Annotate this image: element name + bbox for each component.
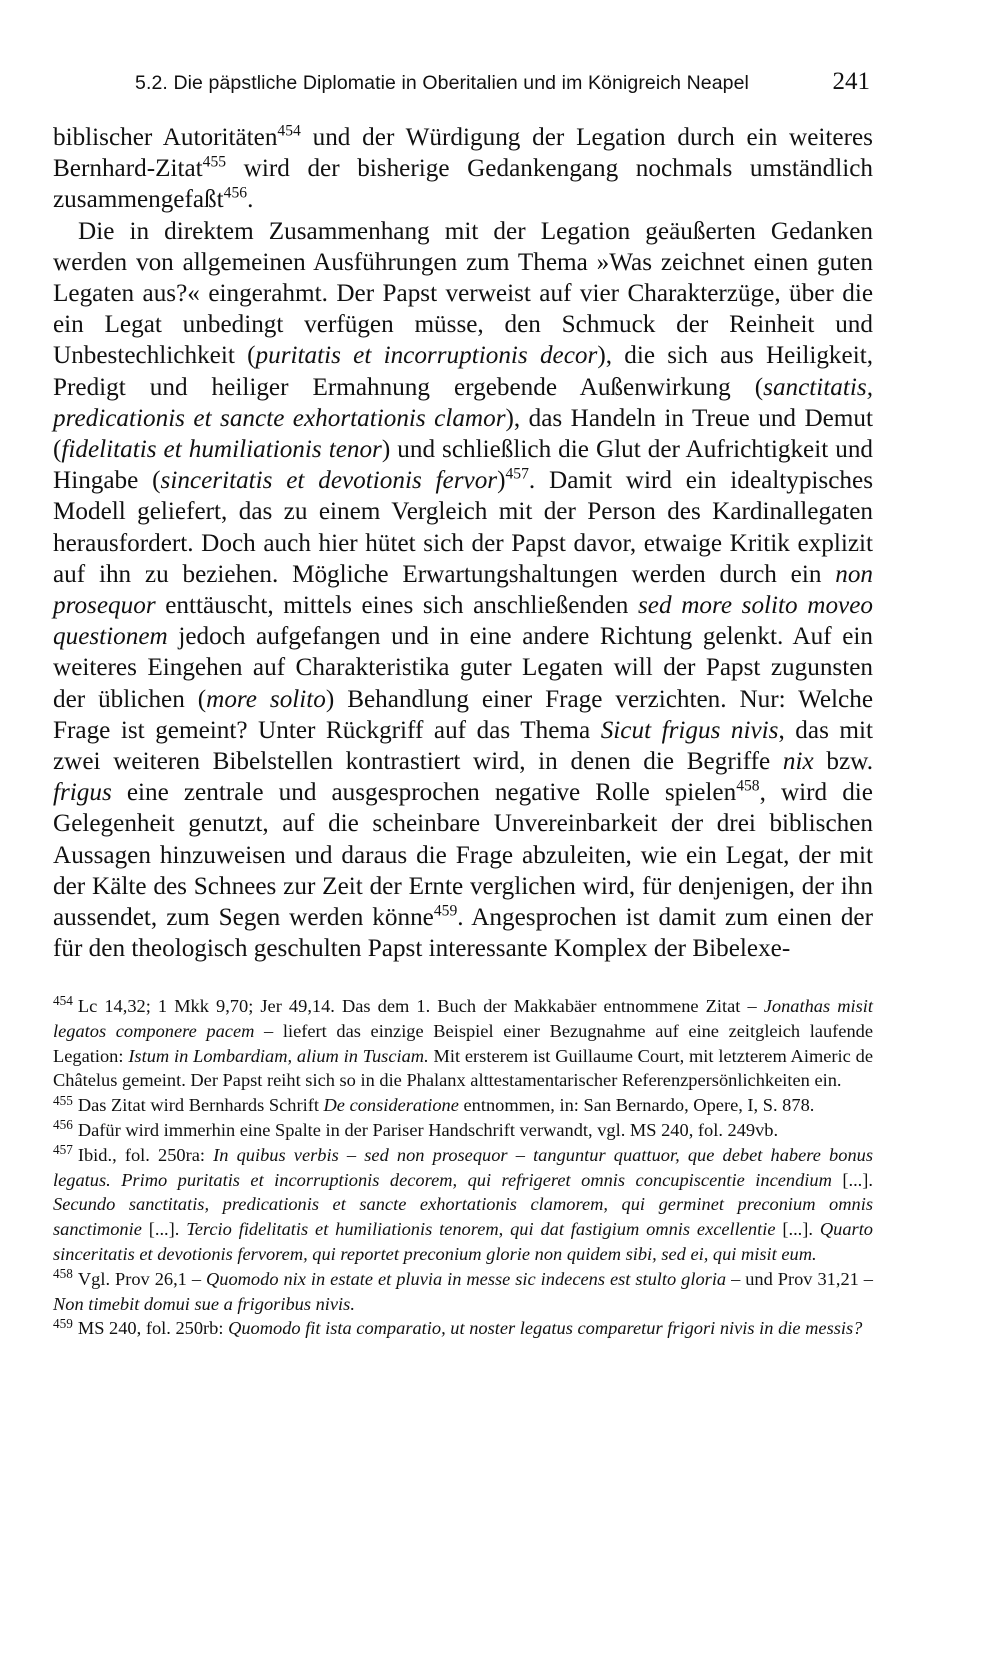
text-run: bzw. bbox=[813, 748, 873, 776]
text-run: MS 240, fol. 250rb: bbox=[77, 1318, 229, 1339]
text-run: . bbox=[247, 186, 254, 214]
latin-quote: Tercio fidelitatis et humiliationis tenorem, qui dat fastigium omnis excellentie bbox=[186, 1219, 776, 1240]
paragraph-1 bbox=[53, 122, 873, 216]
text-run: ), die sich aus Heiligkeit, Predigt und heiliger Ermahnung ergebende Außenwirkung ( bbox=[53, 342, 873, 401]
text-run: [...]. bbox=[831, 1169, 873, 1190]
latin-phrase: nix bbox=[782, 748, 814, 776]
latin-phrase: sinceritatis et devotionis fervor bbox=[160, 467, 498, 495]
latin-phrase: sanctitatis, predicationis et sancte exhortationis clamor bbox=[53, 373, 873, 432]
main-text bbox=[53, 122, 873, 964]
footnote-459 bbox=[53, 1316, 873, 1341]
footnotes bbox=[53, 994, 873, 1341]
latin-phrase: sed more solito moveo questionem bbox=[53, 592, 874, 651]
footnote-456 bbox=[53, 1118, 873, 1143]
text-run: jedoch aufgefangen und in eine andere Richtung gelenkt. Auf ein weiteres Eingehen auf Charakteristika guter Legaten will der Papst zugunsten der üblichen ( bbox=[53, 623, 873, 713]
running-head bbox=[135, 68, 870, 102]
text-run: ) und schließlich die Glut der Aufrichtigkeit und Hingabe ( bbox=[53, 436, 874, 495]
footnote-ref-457[interactable]: 457 bbox=[505, 465, 529, 483]
footnote-number: 454 bbox=[53, 993, 73, 1009]
latin-phrase: more solito bbox=[206, 685, 326, 713]
chapter-title: 5.2. Die päpstliche Diplomatie in Oberitalien und im Königreich Neapel bbox=[135, 72, 749, 94]
text-run: entnommen, in: San Bernardo, Opere, I, S. 878. bbox=[458, 1095, 815, 1116]
footnote-457 bbox=[53, 1143, 873, 1267]
text-run: – und Prov 31,21 – bbox=[726, 1268, 873, 1289]
text-run: , das mit zwei weiteren Bibelstellen kontrastiert wird, in denen die Begriffe bbox=[53, 716, 873, 776]
text-run: ), das Handeln in Treue und Demut ( bbox=[53, 404, 873, 464]
footnote-458 bbox=[53, 1267, 873, 1317]
text-run: [...]. bbox=[141, 1219, 187, 1240]
latin-phrase: frigus bbox=[53, 779, 112, 807]
paragraph-2 bbox=[53, 216, 873, 965]
footnote-ref-454[interactable]: 454 bbox=[277, 122, 301, 140]
latin-quote: Non timebit domui sue a frigoribus nivis. bbox=[53, 1293, 355, 1314]
latin-phrase: Sicut frigus nivis bbox=[600, 716, 779, 744]
text-run: enttäuscht, mittels eines sich anschließenden bbox=[155, 592, 638, 620]
latin-phrase: puritatis et incorruptionis decor bbox=[255, 342, 598, 370]
text-run: Lc 14,32; 1 Mkk 9,70; Jer 49,14. Das dem 1. Buch der Makkabäer entnommene Zitat – bbox=[77, 996, 764, 1016]
text-run: eine zentrale und ausgesprochen negative Rolle spielen bbox=[111, 779, 737, 807]
text-run: , wird die Gelegenheit genutzt, auf die scheinbare Unvereinbarkeit der drei biblischen Aussagen hinzuweisen und daraus die Frage abzuleiten, wie ein Legat, der mit der Kälte des Schnees zur Zeit der Ernte verglichen wird, für denjenigen, der ihn aussendet, zum Segen werden könne bbox=[53, 779, 873, 932]
latin-quote: Secundo sanctitatis, predicationis et sancte exhortationis clamorem, qui germinet preconium omnis sanctimonie bbox=[53, 1194, 873, 1240]
text-run: ) Behandlung einer Frage verzichten. Nur: Welche Frage ist gemeint? Unter Rückgriff auf das Thema bbox=[53, 685, 874, 744]
footnote-ref-458[interactable]: 458 bbox=[736, 777, 760, 795]
footnote-454 bbox=[53, 994, 873, 1093]
footnote-number: 457 bbox=[53, 1142, 73, 1158]
text-run: . Angesprochen ist damit zum einen der für den theologisch geschulten Papst interessante Komplex der Bibelexe- bbox=[53, 904, 873, 963]
text-run: . Damit wird ein idealtypisches Modell geliefert, das zu einem Vergleich mit der Person des Kardinallegaten herausfordert. Doch auch hier hütet sich der Papst davor, etwaige Kritik explizit auf ihn zu beziehen. Mögliche Erwartungshaltungen werden durch ein bbox=[53, 467, 873, 588]
text-run: wird der bisherige Gedankengang nochmals umständlich zusammengefaßt bbox=[53, 155, 873, 214]
footnote-ref-459[interactable]: 459 bbox=[433, 902, 458, 920]
text-run: Das Zitat wird Bernhards Schrift bbox=[77, 1095, 324, 1116]
text-run: Dafür wird immerhin eine Spalte in der Pariser Handschrift verwandt, vgl. MS 240, fol. 249vb. bbox=[77, 1119, 779, 1140]
footnote-number: 459 bbox=[53, 1315, 73, 1331]
text-run: und der Würdigung der Legation durch ein weiteres Bernhard-Zitat bbox=[53, 124, 873, 183]
latin-phrase: fidelitatis et humiliationis tenor bbox=[61, 436, 382, 464]
latin-quote: Quarto sinceritatis et devotionis fervorem, qui reportet preconium glorie non quidem sibi, sed ei, qui misit eum. bbox=[53, 1219, 873, 1264]
latin-quote: Quomodo fit ista comparatio, ut noster legatus comparetur frigori nivis in die messis? bbox=[228, 1318, 863, 1339]
footnote-455 bbox=[53, 1093, 873, 1118]
footnote-ref-456[interactable]: 456 bbox=[223, 184, 248, 202]
page-number: 241 bbox=[832, 68, 870, 95]
footnote-ref-455[interactable]: 455 bbox=[202, 153, 227, 171]
footnote-number: 455 bbox=[53, 1092, 73, 1108]
text-run: Die in direktem Zusammenhang mit der Legation geäußerten Gedanken werden von allgemeinen Ausführungen zum Thema »Was zeichnet einen guten Legaten aus?« eingerahmt. Der Papst verweist auf vier Charakterzüge, über die ein Legat unbedingt verfügen müsse, den Schmuck der Reinheit und Unbestechlichkeit ( bbox=[53, 217, 873, 370]
latin-quote: Jonathas misit legatos componere pacem bbox=[53, 996, 873, 1041]
latin-quote: Quomodo nix in estate et pluvia in messe sic indecens est stulto gloria bbox=[205, 1268, 727, 1289]
latin-quote: Istum in Lombardiam, alium in Tusciam. bbox=[128, 1045, 429, 1066]
text-run: Mit ersterem ist Guillaume Court, mit letzterem Aimeric de Châtelus gemeint. Der Papst reiht sich so in die Phalanx alttestamentarischer Referenzpersönlichkeiten ein. bbox=[53, 1045, 873, 1091]
text-run: Vgl. Prov 26,1 – bbox=[77, 1268, 206, 1289]
text-run: biblischer Autoritäten bbox=[53, 124, 278, 151]
footnote-number: 458 bbox=[53, 1266, 73, 1282]
text-run: [...]. bbox=[775, 1219, 820, 1240]
text-run: Ibid., fol. 250ra: bbox=[77, 1144, 214, 1165]
text-run: ) bbox=[497, 467, 506, 495]
work-title: De consideratione bbox=[323, 1095, 459, 1116]
latin-phrase: non prosequor bbox=[53, 560, 873, 620]
footnote-number: 456 bbox=[53, 1117, 73, 1133]
text-run: – liefert das einzige Beispiel einer Bezugnahme auf eine zeitgleich laufende Legation: bbox=[53, 1020, 874, 1066]
latin-quote: In quibus verbis – sed non prosequor – tanguntur quattuor, que debet habere bonus legatus. Primo puritatis et incorruptionis decorem, qui refrigeret omnis concupiscentie incendium bbox=[53, 1144, 873, 1190]
